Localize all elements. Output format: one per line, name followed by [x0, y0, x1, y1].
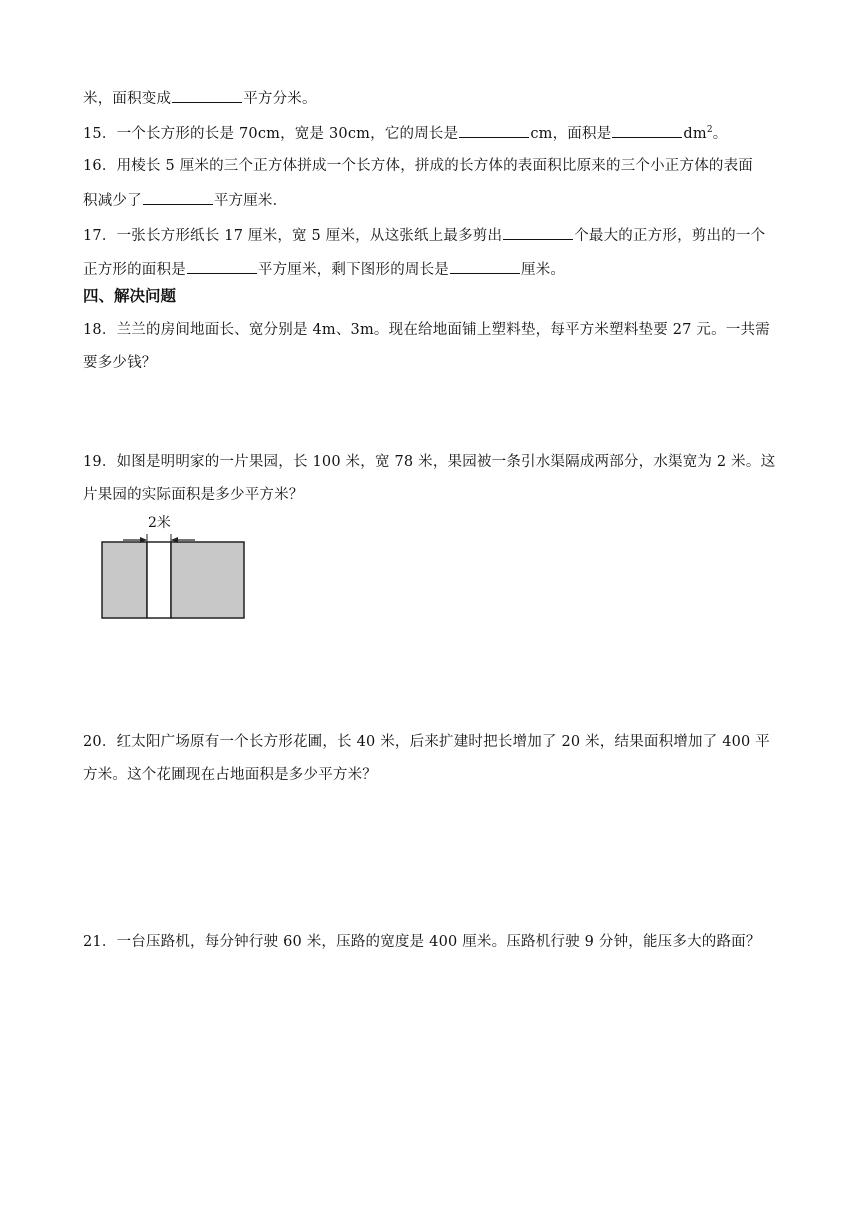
question-18-line-2: [83, 353, 800, 373]
q17-text-d: 平方厘米，剩下图形的周长是: [257, 262, 450, 278]
q20-text-2: 方米。这个花圃现在占地面积是多少平方米？: [83, 767, 377, 783]
question-number: 21．: [83, 934, 117, 950]
q15-unit: dm: [683, 126, 707, 142]
q18-text-2: 要多少钱？: [83, 355, 157, 371]
question-17-line-2: [83, 259, 800, 280]
q16-text-post: 平方厘米．: [213, 193, 288, 209]
orchard-left-part: [102, 542, 147, 618]
q16-text-pre: 积减少了: [83, 193, 142, 209]
water-channel: [147, 542, 171, 618]
q15-unit-exponent: 2: [706, 125, 713, 136]
question-number: 17．: [83, 228, 117, 244]
question-16-line-1: [83, 156, 800, 176]
q14-text: 米，面积变成: [83, 91, 172, 107]
q15-text-b: cm，面积是: [530, 126, 612, 142]
q17-text-b: 个最大的正方形，剪出的一个: [574, 228, 766, 244]
answer-blank-perimeter[interactable]: [459, 123, 529, 138]
question-20-line-2: [83, 765, 800, 785]
answer-blank-count[interactable]: [503, 225, 573, 240]
question-number: 20．: [83, 734, 117, 750]
question-16-line-2: [83, 190, 800, 211]
question-20-line-1: [83, 732, 800, 752]
answer-blank-perimeter[interactable]: [450, 259, 520, 274]
question-19-line-2: [83, 485, 800, 505]
question-18-line-1: [83, 320, 800, 340]
question-number: 18．: [83, 322, 117, 338]
q19-text: 如图是明明家的一片果园，长 100 米，宽 78 米，果园被一条引水渠隔成两部分，水渠宽为 2 米。这: [116, 454, 776, 470]
answer-blank[interactable]: [172, 88, 242, 103]
channel-width-label: 2米: [148, 515, 171, 531]
question-number: 15．: [83, 126, 117, 142]
question-15: [83, 123, 800, 144]
answer-blank-area[interactable]: [187, 259, 257, 274]
q14-text-end: 平方分米。: [243, 91, 317, 107]
q17-text-e: 厘米。: [521, 262, 566, 278]
question-14-tail: [83, 88, 800, 109]
q16-text: 用棱长 5 厘米的三个正方体拼成一个长方体，拼成的长方体的表面积比原来的三个小正方体的表面: [116, 158, 754, 174]
q18-text: 兰兰的房间地面长、宽分别是 4m、3m。现在给地面铺上塑料垫，每平方米塑料垫要 27 元。一共需: [116, 322, 770, 338]
orchard-right-part: [171, 542, 244, 618]
question-number: 19．: [83, 454, 117, 470]
q17-text-c: 正方形的面积是: [83, 262, 186, 278]
section-heading: 四、解决问题: [83, 287, 177, 305]
q17-text-a: 一张长方形纸长 17 厘米，宽 5 厘米，从这张纸上最多剪出: [116, 228, 503, 244]
question-19-line-1: [83, 452, 800, 472]
q20-text: 红太阳广场原有一个长方形花圃，长 40 米，后来扩建时把长增加了 20 米，结果面积增加了 400 平: [116, 734, 770, 750]
q15-text-a: 一个长方形的长是 70cm，宽是 30cm，它的周长是: [116, 126, 459, 142]
question-17-line-1: [83, 225, 800, 246]
q15-text-end: 。: [712, 126, 728, 142]
question-21: [83, 932, 800, 952]
q19-text-2: 片果园的实际面积是多少平方米？: [83, 487, 304, 503]
orchard-figure: [98, 510, 258, 622]
question-number: 16．: [83, 158, 117, 174]
q21-text: 一台压路机，每分钟行驶 60 米，压路的宽度是 400 厘米。压路机行驶 9 分钟，能压多大的路面？: [116, 934, 761, 950]
answer-blank[interactable]: [143, 190, 213, 205]
answer-blank-area[interactable]: [612, 123, 682, 138]
